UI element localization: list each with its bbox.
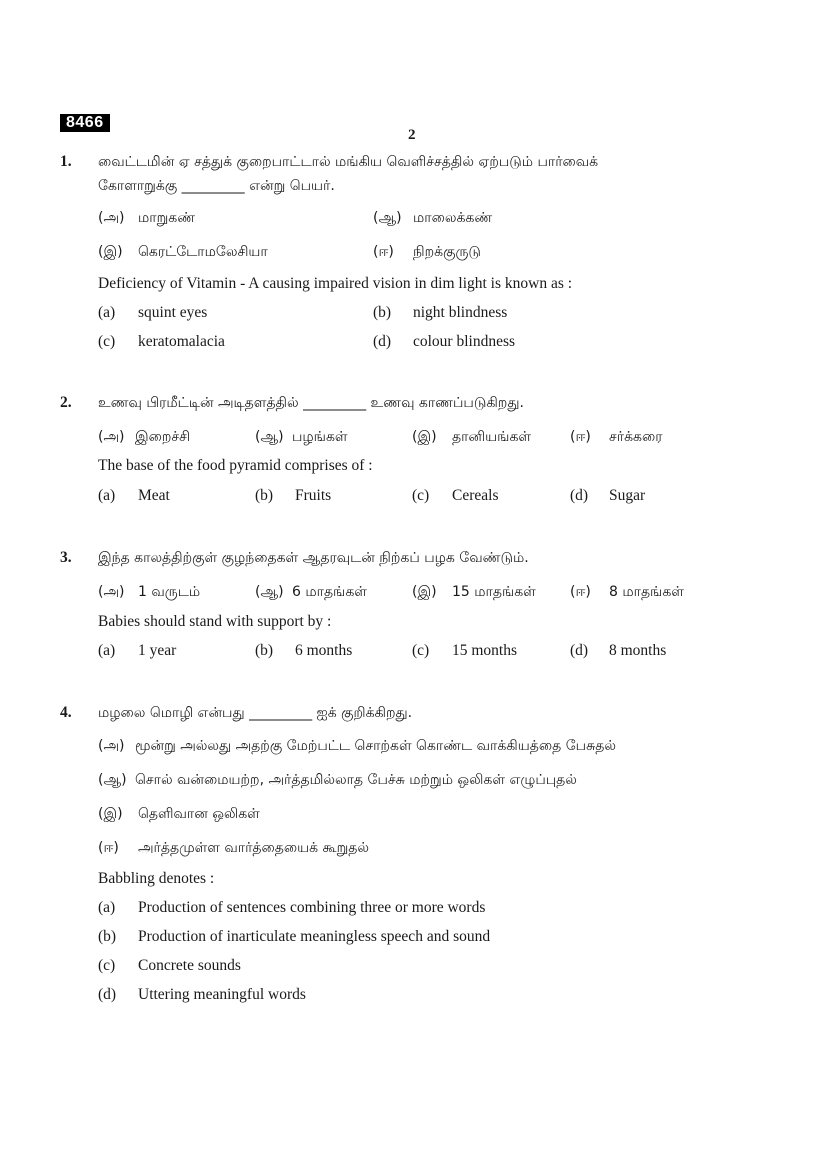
option-text: இறைச்சி	[135, 429, 191, 445]
option-label: (ஆ)	[373, 210, 402, 226]
option-text: Sugar	[609, 487, 646, 504]
option-label: (ஆ)	[255, 584, 284, 600]
question-english: Babies should stand with support by :	[98, 613, 332, 630]
question-english: The base of the food pyramid comprises of :	[98, 457, 373, 474]
option-text: 1 வருடம்	[138, 584, 201, 600]
option-label: (c)	[412, 642, 430, 659]
option-text: Production of sentences combining three or more words	[138, 899, 486, 916]
question-number: 2.	[60, 394, 72, 411]
option-label: (c)	[98, 957, 116, 974]
option-label: (b)	[373, 304, 392, 321]
option-text: அர்த்தமுள்ள வார்த்தையைக் கூறுதல்	[138, 840, 370, 856]
option-label: (b)	[255, 487, 274, 504]
option-label: (c)	[412, 487, 430, 504]
option-label: (ஆ)	[255, 429, 284, 445]
option-text: 15 months	[452, 642, 518, 659]
option-label: (ஈ)	[98, 840, 119, 856]
option-text: மாறுகண்	[138, 210, 196, 226]
option-label: (இ)	[412, 429, 437, 445]
option-label: (ஈ)	[570, 429, 591, 445]
option-text: Concrete sounds	[138, 957, 241, 974]
option-text: 6 months	[295, 642, 353, 659]
option-text: கெரட்டோமலேசியா	[138, 244, 268, 260]
option-label: (இ)	[412, 584, 437, 600]
option-label: (a)	[98, 304, 116, 321]
question-number: 3.	[60, 549, 72, 566]
option-label: (ஆ)	[98, 772, 127, 788]
option-text: Cereals	[452, 487, 499, 504]
option-label: (a)	[98, 642, 116, 659]
question-tamil: வைட்டமின் ஏ சத்துக் குறைபாட்டால் மங்கிய வெளிச்சத்தில் ஏற்படும் பார்வைக்	[98, 154, 599, 170]
option-label: (a)	[98, 487, 116, 504]
option-text: 8 months	[609, 642, 667, 659]
paper-code: 8466	[60, 114, 110, 132]
option-label: (b)	[255, 642, 274, 659]
option-label: (ஈ)	[373, 244, 394, 260]
option-text: night blindness	[413, 304, 508, 321]
option-text: தானியங்கள்	[452, 429, 532, 445]
question-english: Babbling denotes :	[98, 870, 215, 887]
option-label: (அ)	[98, 429, 125, 445]
option-label: (b)	[98, 928, 117, 945]
option-text: Fruits	[295, 487, 332, 504]
option-text: keratomalacia	[138, 333, 225, 350]
option-label: (அ)	[98, 210, 125, 226]
question-tamil: கோளாறுக்கு _________ என்று பெயர்.	[98, 178, 335, 194]
option-label: (அ)	[98, 584, 125, 600]
option-label: (c)	[98, 333, 116, 350]
question-number: 1.	[60, 153, 72, 170]
question-tamil: உணவு பிரமீட்டின் அடிதளத்தில் _________ உணவு காணப்படுகிறது.	[98, 395, 524, 411]
question-english: Deficiency of Vitamin - A causing impaired vision in dim light is known as :	[98, 275, 573, 292]
option-text: பழங்கள்	[292, 429, 348, 445]
option-text: colour blindness	[413, 333, 516, 350]
option-text: மாலைக்கண்	[413, 210, 493, 226]
option-text: தெளிவான ஒலிகள்	[138, 806, 260, 822]
option-text: 15 மாதங்கள்	[452, 584, 536, 600]
option-text: சர்க்கரை	[609, 429, 663, 445]
option-text: நிறக்குருடு	[413, 244, 481, 260]
option-text: 8 மாதங்கள்	[609, 584, 684, 600]
page-number: 2	[408, 127, 416, 143]
option-label: (d)	[373, 333, 392, 350]
option-label: (d)	[570, 642, 589, 659]
question-tamil: மழலை மொழி என்பது _________ ஐக் குறிக்கிறது.	[98, 705, 413, 721]
option-text: மூன்று அல்லது அதற்கு மேற்பட்ட சொற்கள் கொண்ட வாக்கியத்தை பேசுதல்	[135, 738, 616, 754]
option-label: (அ)	[98, 738, 125, 754]
option-label: (இ)	[98, 806, 123, 822]
option-label: (d)	[98, 986, 117, 1003]
option-label: (ஈ)	[570, 584, 591, 600]
option-text: 6 மாதங்கள்	[292, 584, 367, 600]
option-text: 1 year	[138, 642, 177, 659]
option-text: Uttering meaningful words	[138, 986, 306, 1003]
option-text: சொல் வன்மையற்ற, அர்த்தமில்லாத பேச்சு மற்றும் ஒலிகள் எழுப்புதல்	[135, 772, 577, 788]
option-text: Production of inarticulate meaningless speech and sound	[138, 928, 491, 945]
option-text: squint eyes	[138, 304, 208, 321]
option-label: (இ)	[98, 244, 123, 260]
question-tamil: இந்த காலத்திற்குள் குழந்தைகள் ஆதரவுடன் நிற்கப் பழக வேண்டும்.	[98, 550, 529, 566]
option-label: (a)	[98, 899, 116, 916]
option-label: (d)	[570, 487, 589, 504]
option-text: Meat	[138, 487, 170, 504]
question-number: 4.	[60, 704, 72, 721]
